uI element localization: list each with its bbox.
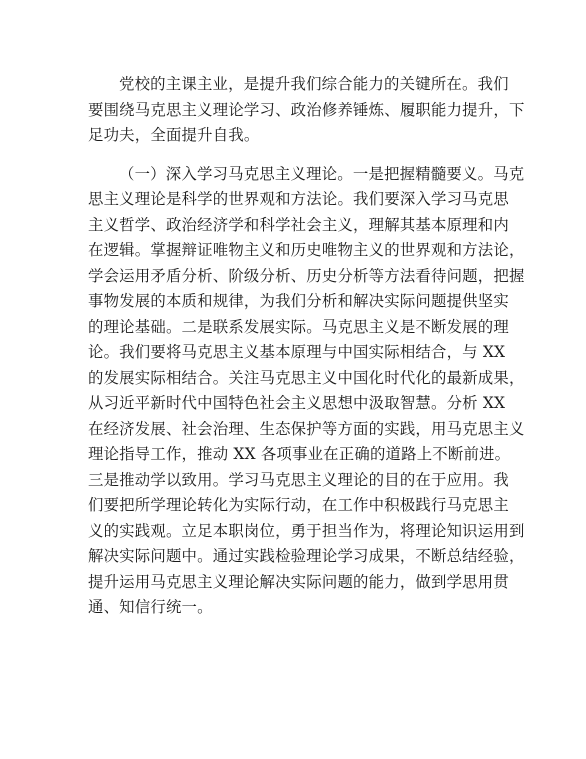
paragraph-section-one bbox=[88, 162, 525, 647]
text-line: 理论指导工作，推动 XX 各项事业在正确的道路上不断前进。 bbox=[88, 445, 511, 463]
text-line: 通、知信行统一。 bbox=[88, 598, 213, 616]
text-line: 主义哲学、政治经济学和科学社会主义，理解其基本原理和内 bbox=[88, 215, 509, 234]
text-line: 论。我们要将马克思主义基本原理与中国实际相结合，与 XX bbox=[88, 343, 506, 361]
text-line: 义的实践观。立足本职岗位，勇于担当作为，将理论知识运用到 bbox=[88, 521, 525, 540]
text-line: 的发展实际相结合。关注马克思主义中国化时代化的最新成果， bbox=[88, 368, 525, 387]
text-line: 在逻辑。掌握辩证唯物主义和历史唯物主义的世界观和方法论， bbox=[88, 241, 525, 259]
document-page bbox=[88, 72, 525, 646]
text-line: 从习近平新时代中国特色社会主义思想中汲取智慧。分析 XX bbox=[88, 394, 506, 412]
text-line: 三是推动学以致用。学习马克思主义理论的目的在于应用。我 bbox=[88, 470, 509, 489]
text-line: 党校的主课主业，是提升我们综合能力的关键所在。我们 bbox=[119, 75, 509, 93]
text-line: 思主义理论是科学的世界观和方法论。我们要深入学习马克思 bbox=[88, 190, 509, 208]
text-line: 要围绕马克思主义理论学习、政治修养锤炼、履职能力提升，下 bbox=[88, 100, 525, 119]
text-line bbox=[88, 621, 498, 647]
text-line: （一）深入学习马克思主义理论。一是把握精髓要义。马克 bbox=[119, 164, 525, 183]
text-line: 解决实际问题中。通过实践检验理论学习成果，不断总结经验， bbox=[88, 547, 525, 565]
text-line: 在经济发展、社会治理、生态保护等方面的实践，用马克思主义 bbox=[88, 419, 525, 438]
text-line: 提升运用马克思主义理论解决实际问题的能力，做到学思用贯 bbox=[88, 572, 509, 591]
text-line: 们要把所学理论转化为实际行动，在工作中积极践行马克思主 bbox=[88, 496, 509, 514]
paragraph-intro bbox=[88, 72, 525, 149]
text-line: 学会运用矛盾分析、阶级分析、历史分析等方法看待问题，把握 bbox=[88, 266, 525, 285]
paragraph-spacing bbox=[88, 149, 498, 162]
text-line: 的理论基础。二是联系发展实际。马克思主义是不断发展的理 bbox=[88, 317, 509, 336]
text-line: 事物发展的本质和规律，为我们分析和解决实际问题提供坚实 bbox=[88, 292, 509, 310]
text-line: 足功夫，全面提升自我。 bbox=[88, 126, 260, 144]
